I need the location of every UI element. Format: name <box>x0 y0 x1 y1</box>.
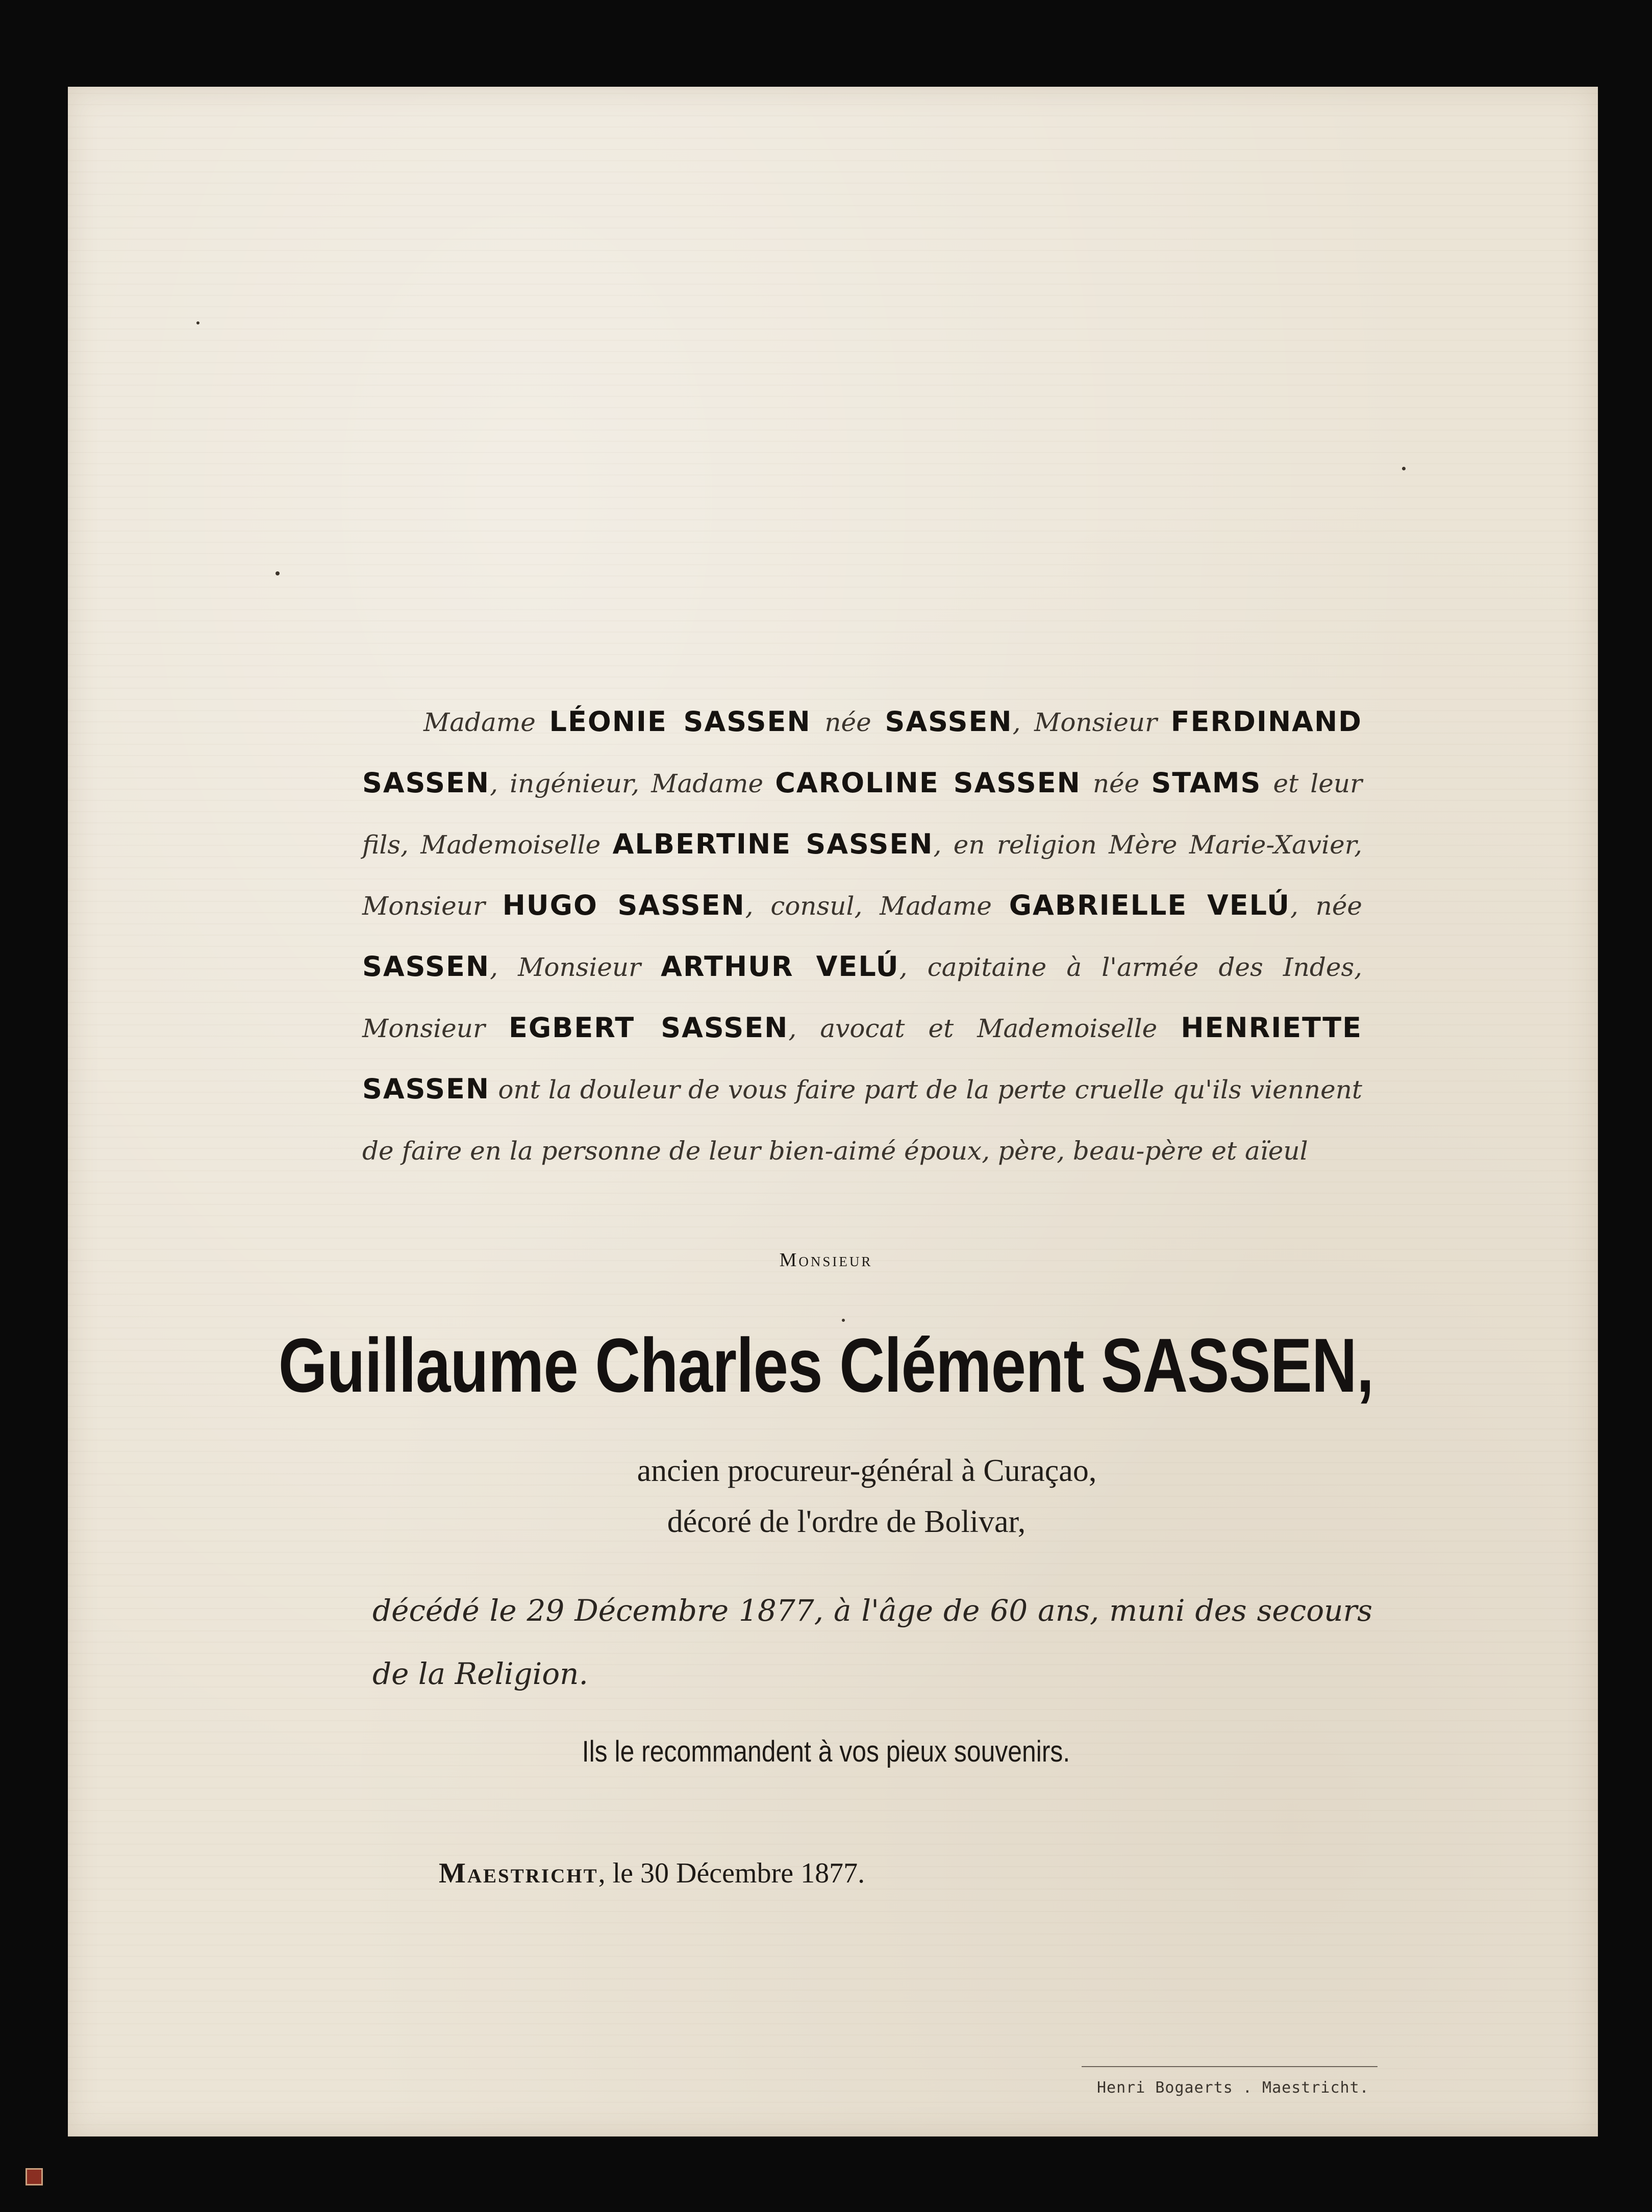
family-member-name: ARTHUR VELÚ <box>661 950 899 983</box>
place-date <box>439 1857 865 1890</box>
family-member-name: ALBERTINE SASSEN <box>612 828 934 860</box>
family-paragraph-text: , consul, Madame <box>745 891 1009 921</box>
family-member-name: EGBERT SASSEN <box>508 1012 789 1044</box>
family-paragraph-text: et leur fils, Mademoiselle <box>362 769 1362 860</box>
family-paragraph-text: Madame <box>423 708 549 737</box>
honorific: Monsieur <box>779 1249 873 1271</box>
family-paragraph-text: ont la douleur de vous faire part de la perte cruelle qu'ils viennent de faire en la personne de leur bien-aimé époux, père, beau-père et aïeul <box>362 1075 1362 1166</box>
family-paragraph-text: née <box>811 708 885 737</box>
family-member-name: GABRIELLE VELÚ <box>1009 889 1290 921</box>
function-line-1: ancien procureur-général à Curaçao, <box>637 1453 1097 1488</box>
paper-speck <box>276 571 280 575</box>
printer-imprint: Henri Bogaerts . Maestricht. <box>1097 2079 1369 2097</box>
family-paragraph-text: , ingénieur, Madame <box>490 769 775 798</box>
printer-rule <box>1082 2066 1378 2067</box>
paper-speck <box>196 321 199 324</box>
death-notice: décédé le 29 Décembre 1877, à l'âge de 60 ans, muni des secours de la Religion. <box>372 1593 1372 1691</box>
family-paragraph-text: , avocat et Mademoiselle <box>788 1014 1181 1043</box>
family-paragraph-block <box>362 691 1362 1181</box>
paper-speck <box>842 1319 845 1322</box>
family-paragraph <box>362 691 1362 1181</box>
family-paragraph-text: née <box>1081 769 1152 798</box>
family-member-name: SASSEN <box>885 706 1013 738</box>
family-paragraph-text: , en religion Mère Marie-Xavier, Monsieur <box>362 830 1362 921</box>
family-paragraph-text: , née <box>1290 891 1363 921</box>
function-line-2: décoré de l'ordre de Bolivar, <box>667 1504 1026 1539</box>
family-member-name: SASSEN <box>362 950 490 983</box>
archive-stamp-icon <box>26 2168 43 2185</box>
paper-speck <box>1402 467 1406 470</box>
family-paragraph-text: , capitaine à l'armée des Indes, Monsieur <box>362 952 1362 1043</box>
family-paragraph-text: , Monsieur <box>1012 708 1171 737</box>
family-member-name: HUGO SASSEN <box>502 889 745 921</box>
family-member-name: HENRIETTE SASSEN <box>362 1012 1362 1105</box>
deceased-name: Guillaume Charles Clément SASSEN, <box>278 1322 1374 1408</box>
place: Maestricht <box>439 1857 598 1889</box>
family-member-name: STAMS <box>1151 767 1262 799</box>
date: , le 30 Décembre 1877. <box>598 1857 865 1889</box>
recommendation: Ils le recommandent à vos pieux souvenirs. <box>582 1735 1070 1768</box>
family-member-name: LÉONIE SASSEN <box>549 706 811 738</box>
family-paragraph-text: , Monsieur <box>490 952 661 982</box>
family-member-name: FERDINAND SASSEN <box>362 706 1362 799</box>
family-member-name: CAROLINE SASSEN <box>775 767 1081 799</box>
